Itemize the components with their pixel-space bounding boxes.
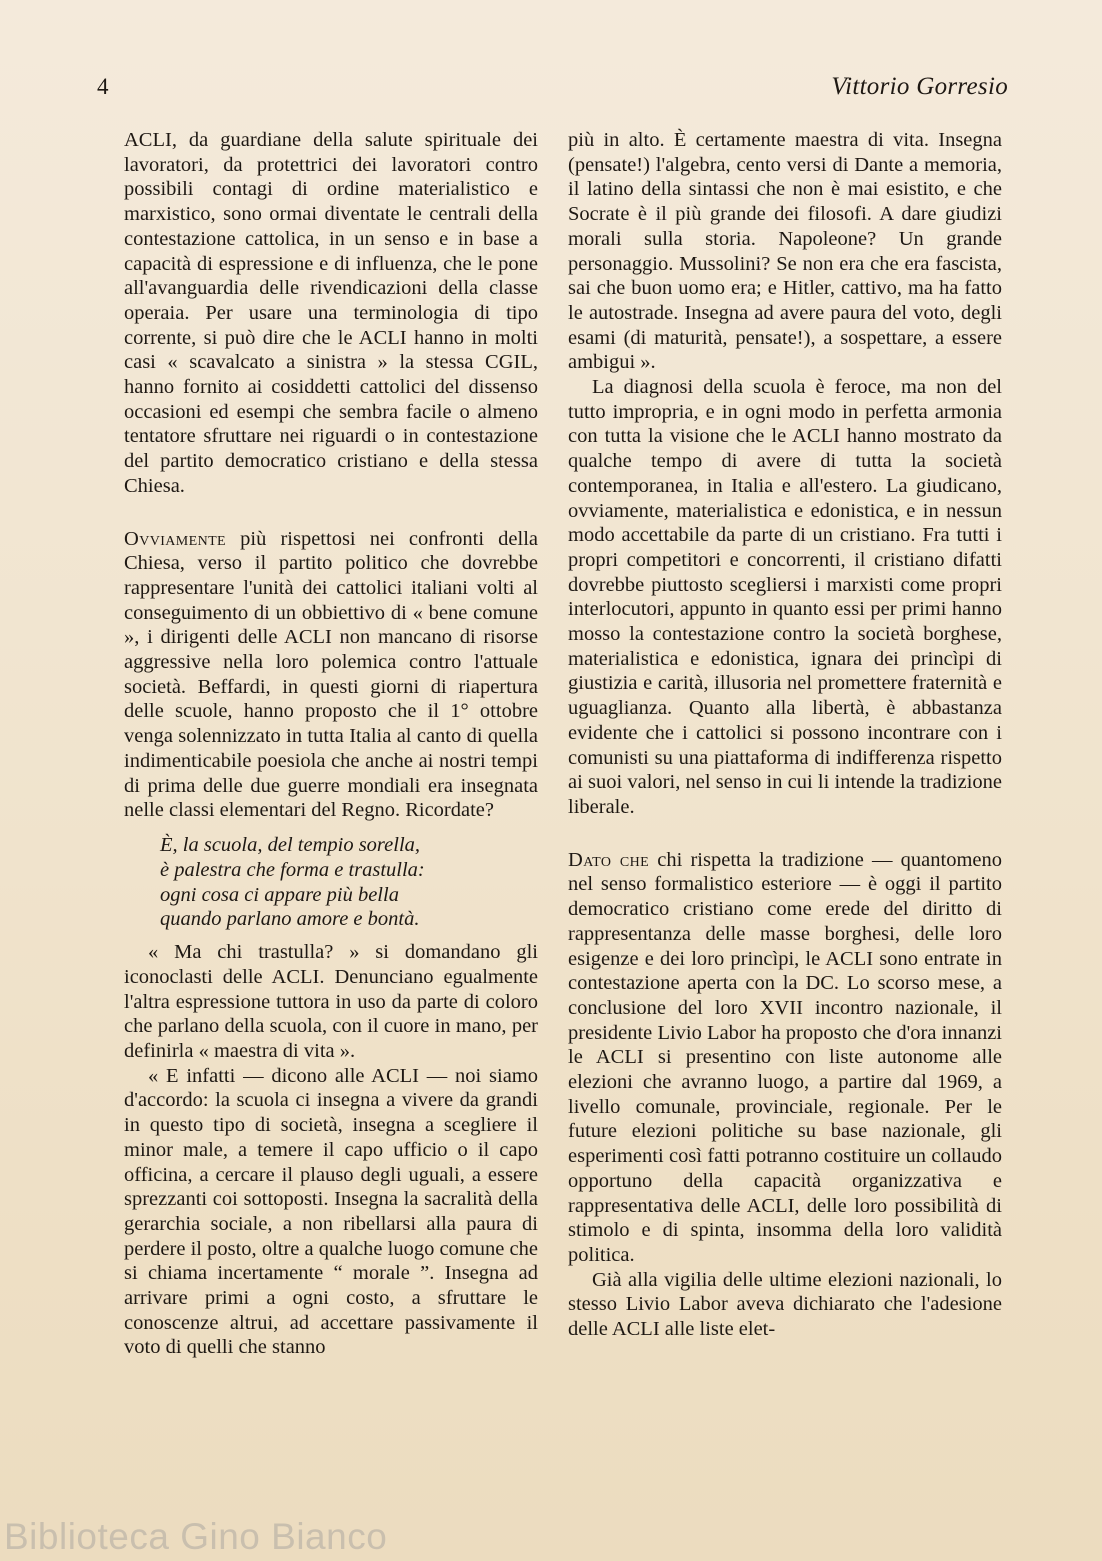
right-column (568, 128, 1002, 1342)
running-head-author: Vittorio Gorresio (831, 73, 1008, 100)
poem-line-2: è palestra che forma e trastulla: (160, 858, 425, 881)
page-header (97, 72, 1008, 106)
left-paragraph-1: ACLI, da guardiane della salute spirituale dei lavoratori, da protettrici dei lavoratori contro possibili contagi di ordine materialistico e marxistico, sono ormai diventate le centrali della contestazione cattolica, in un senso e in base a capacità di espressione e di influenza, che le pone all'avanguardia delle rivendicazioni della classe operaia. Per usare una terminologia di tipo corrente, si può dire che le ACLI hanno in molti casi « scavalcato a sinistra » la stessa CGIL, hanno fornito ai cosiddetti cattolici del dissenso occasioni ed esempi che sembra facile o almeno tentatore sfruttare nei riguardi o in contestazione del partito democratico cristiano e della stessa Chiesa. (124, 129, 538, 497)
library-watermark: Biblioteca Gino Bianco (4, 1516, 388, 1557)
left-paragraph-2 (124, 527, 538, 823)
left-column (124, 128, 538, 1360)
page-number: 4 (97, 74, 109, 99)
section-lead-dato-che: Dato che (568, 848, 650, 871)
poem-line-4: quando parlano amore e bontà. (160, 908, 420, 931)
right-paragraph-4: Già alla vigilia delle ultime elezioni nazionali, lo stesso Livio Labor aveva dichiarato che l'adesione delle ACLI alle liste elet- (568, 1268, 1002, 1341)
section-lead-ovviamente: Ovviamente (124, 527, 227, 550)
right-paragraph-1: più in alto. È certamente maestra di vita. Insegna (pensate!) l'algebra, cento versi di Dante a memoria, il latino della sintassi che non è mai esistito, e che Socrate è il più grande dei filosofi. A dare giudizi morali sulla storia. Napoleone? Un grande personaggio. Mussolini? Se non era che era fascista, sai che buon uomo era; e Hitler, cattivo, ma ha fatto le autostrade. Insegna ad avere paura del voto, degli esami (di maturità, pensate!), a sospettare, a essere ambigui ». (568, 129, 1002, 374)
left-paragraph-2-text: più rispettosi nei confronti della Chiesa, verso il partito politico che dovrebbe rappresentare l'unità dei cattolici italiani volti al conseguimento di un obbiettivo di « bene comune », i dirigenti delle ACLI non mancano di risorse aggressive nella loro polemica contro l'attuale società. Beffardi, in questi giorni di riapertura delle scuole, hanno proposto che il 1° ottobre venga solennizzato in tutta Italia al canto di quella indimenticabile poesiola che anche ai nostri tempi di prima delle due guerre mondiali era insegnata nelle classi elementari del Regno. Ricordate? (124, 527, 538, 822)
left-paragraph-3: « Ma chi trastulla? » si domandano gli iconoclasti delle ACLI. Denunciano egualmente l'altra espressione tuttora in uso da parte di coloro che parlano della scuola, con il cuore in mano, per definirla « maestra di vita ». (124, 941, 538, 1062)
poem-quote (160, 833, 538, 932)
left-paragraph-4: « E infatti — dicono alle ACLI — noi siamo d'accordo: la scuola ci insegna a vivere da grandi in questo tipo di società, insegna a scegliere il minor male, a temere il capo ufficio o il capo officina, a cercare il plauso degli uguali, a essere sprezzanti coi sottoposti. Insegna la sacralità della gerarchia sociale, a non ribellarsi alla paura di perdere il posto, oltre a qualche luogo comune che si chiama incertamente “ morale ”. Insegna ad arrivare primi a ogni costo, a sfruttare le conoscenze altrui, ad accettare passivamente il voto di quelli che stanno (124, 1064, 538, 1359)
right-paragraph-3-text: chi rispetta la tradizione — quantomeno nel senso formalistico esteriore — è oggi il partito democratico cristiano come erede del diritto di rappresentanza delle masse borghesi, delle loro esigenze e dei loro princìpi, le ACLI sono entrate in contestazione aperta con la DC. Lo scorso mese, a conclusione del loro XVII incontro nazionale, il presidente Livio Labor ha proposto che d'ora innanzi le ACLI si presentino con liste autonome alle elezioni che avranno luogo, a partire dal 1969, a livello comunale, provinciale, regionale. Per le future elezioni politiche su base nazionale, gli esperimenti così fatti potranno costituire un collaudo opportuno della capacità organizzativa e rappresentativa delle ACLI, delle loro possibilità di stimolo e di spinta, insomma della loro validità politica. (568, 848, 1002, 1266)
right-paragraph-2: La diagnosi della scuola è feroce, ma non del tutto impropria, e in ogni modo in perfetta armonia con tutta la visione che le ACLI hanno mostrato da qualche tempo di avere di tutta la società contemporanea, in Italia e all'estero. La giudicano, ovviamente, materialistica e edonistica, e in nessun modo accettabile da parte di un cristiano. Fra tutti i propri competitori e concorrenti, il cristiano difatti dovrebbe piuttosto scegliersi i marxisti come propri interlocutori, appunto in quanto essi per primi hanno mosso la contestazione contro la società borghese, materialistica e edonistica, ignara dei princìpi di giustizia e carità, illusoria nel promettere fraternità e uguaglianza. Quanto alla libertà, è abbastanza evidente che i cattolici si possono incontrare con i comunisti su una piattaforma di indifferenza rispetto ai suoi valori, nel senso in cui li intende la tradizione liberale. (568, 376, 1002, 818)
right-paragraph-3 (568, 848, 1002, 1268)
poem-line-1: È, la scuola, del tempio sorella, (160, 833, 421, 856)
poem-line-3: ogni cosa ci appare più bella (160, 883, 399, 906)
